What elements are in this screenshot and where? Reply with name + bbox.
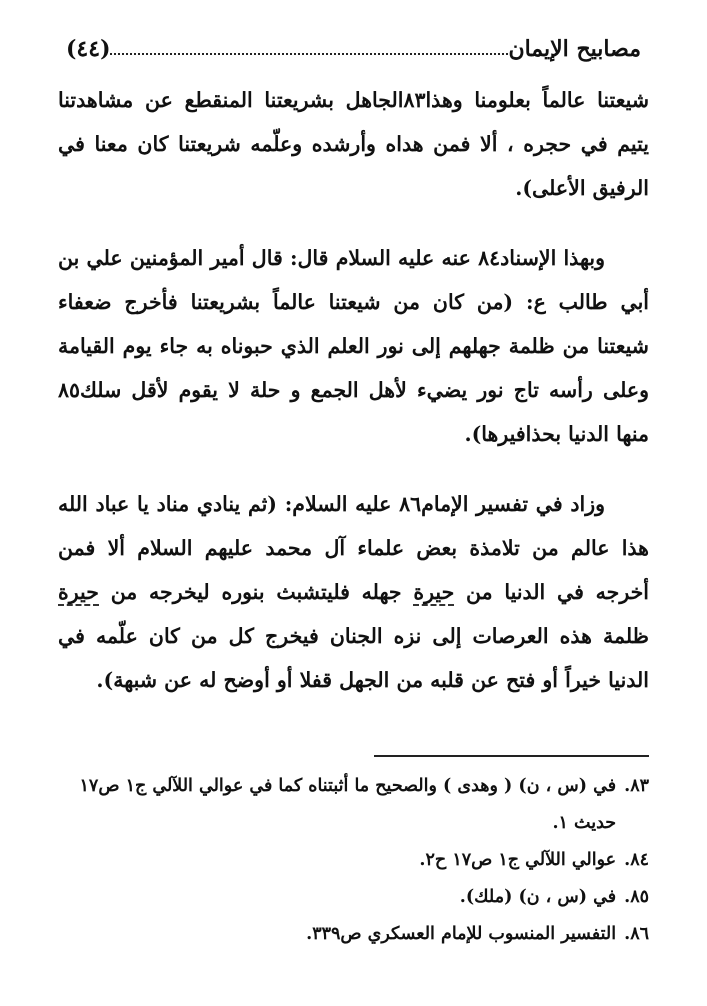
book-title: مصابيح الإيمان bbox=[508, 36, 641, 62]
footnotes bbox=[58, 768, 649, 953]
paragraph-2: وبهذا الإسناد٨٤ عنه عليه السلام قال: قال أمير المؤمنين علي بن أبي طالب ع: (من كان من شيعتنا عالماً بشريعتنا فأخرج ضعفاء شيعتنا من ظلمة جهلهم إلى نور العلم الذي حبوناه به جاء يوم القيامة وعلى رأسه تاج نور يضيء لأهل الجمع و حلة لا يقوم لأقل سلك٨٥ منها الدنيا بحذافيرها). bbox=[58, 246, 649, 446]
footnote-number: ٨٤. bbox=[624, 850, 649, 870]
footnote-number: ٨٦. bbox=[624, 924, 649, 944]
footnote-number: ٨٣. bbox=[624, 776, 649, 796]
footnote-text: التفسير المنسوب للإمام العسكري ص٣٣٩. bbox=[306, 924, 617, 944]
paragraph-3-part-a: وزاد في تفسير الإمام٨٦ عليه السلام: (ثم ينادي مناد يا عباد الله هذا عالم من تلامذة بعض علماء آل محمد عليهم السلام ألا فمن أخرجه في الدنيا من bbox=[58, 492, 649, 604]
underlined-word-1: حيرة bbox=[413, 580, 455, 604]
running-header bbox=[58, 30, 649, 62]
footnote-84 bbox=[58, 842, 649, 879]
footnote-85 bbox=[58, 879, 649, 916]
paragraph-3-part-c: ظلمة هذه العرصات إلى نزه الجنان فيخرج كل من كان علّمه في الدنيا خيراً أو فتح عن قلبه من الجهل قفلا أو أوضح له عن شبهة). bbox=[58, 624, 649, 692]
page-number: (٤٤) bbox=[66, 36, 111, 62]
paragraph-1: شيعتنا عالماً بعلومنا وهذا٨٣الجاهل بشريعتنا المنقطع عن مشاهدتنا يتيم في حجره ، ألا فمن هداه وأرشده وعلّمه شريعتنا كان معنا في الرفيق الأعلى). bbox=[58, 88, 650, 200]
footnote-separator bbox=[374, 755, 649, 757]
paragraph-3-part-b: جهله فليتشبث بنوره ليخرجه من bbox=[98, 580, 414, 604]
underlined-word-2: حيرة bbox=[58, 580, 99, 604]
main-text bbox=[58, 78, 649, 728]
footnote-text: في (س ، ن) (ملك). bbox=[459, 887, 617, 907]
footnote-text: في (س ، ن) ( وهدى ) والصحيح ما أثبتناه كما في عوالي اللآلي ج١ ص١٧ حديث ١. bbox=[79, 776, 617, 833]
footnote-86 bbox=[58, 916, 649, 953]
header-dotted-leader bbox=[110, 53, 508, 55]
paragraph-3 bbox=[58, 482, 649, 702]
footnote-83 bbox=[58, 768, 649, 842]
footnote-number: ٨٥. bbox=[624, 887, 649, 907]
footnote-text: عوالي اللآلي ج١ ص١٧ ح٢. bbox=[419, 850, 617, 870]
